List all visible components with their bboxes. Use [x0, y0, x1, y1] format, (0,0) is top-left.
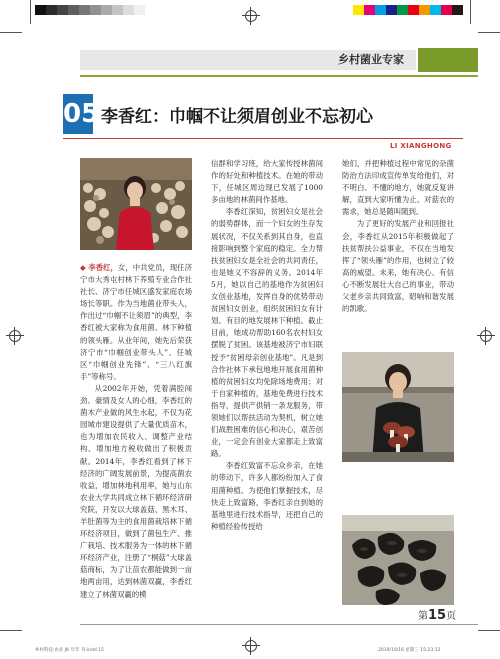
text-column-3 — [342, 158, 454, 315]
registration-mark-top — [245, 10, 257, 22]
body-paragraph: 信群和学习班，给大家传授林菌间作的好处和种植技术。在她的带动下，任城区周边现已发展了1000多亩地的林菌间作基地。 — [211, 159, 323, 205]
registration-mark-right — [480, 330, 492, 342]
cmyk-color-bar — [353, 5, 463, 15]
crop-mark — [0, 630, 22, 631]
body-paragraph: 李香红致富不忘众乡亲，在她的带动下，许多人都纷纷加入了食用菌种植。为使他们掌握技术，尽快走上致富路，李香红亲自到她的基地里进行技术指导，还把自己的种植经验传授给 — [211, 461, 323, 531]
registration-mark-left — [9, 330, 21, 342]
crop-mark — [470, 0, 471, 24]
registration-mark-bottom — [245, 640, 257, 652]
intro-text: 女，中共党员，现任济宁市大秀屯村林下养殖专业合作社社长、济宁市任城区盛发家庭农场场长等职。作为当地菌业带头人，作出过“巾帼不让须眉”的典型，李香红被大家称为食用菌、林下种植的领头雁。从业年间，她先后荣获济宁市“巾帼创业带头人”、任城区“巾帼创业先锋”、“三八红旗手”等称号。 — [80, 263, 192, 381]
page-prefix: 第 — [418, 611, 428, 622]
text-column-2 — [211, 158, 323, 533]
intro-name-highlight: ◆ 李香红， — [80, 263, 118, 272]
print-timestamp: 2019/10/16 星期三 15:23:12 — [378, 648, 441, 653]
author-name: LI XIANGHONG — [390, 142, 452, 150]
photo-black-fungus — [342, 515, 454, 605]
page-number-value: 15 — [428, 608, 447, 623]
header-rule — [80, 75, 478, 77]
article-number: 05 — [63, 94, 93, 134]
photo-mushroom-shed — [80, 158, 192, 250]
crop-mark — [30, 0, 31, 24]
text-column-1 — [80, 262, 192, 601]
intro-paragraph — [80, 262, 192, 383]
body-paragraph: 李香红深知，贫困妇女是社会的弱势群体，而一个妇女的生存发展状况，不仅关系到其自身，也直接影响到整个家庭的稳定。全力帮扶贫困妇女是全社会的共同责任，也是她义不容辞的义务。2014年5月，她以自己的基地作为贫困妇女创业基地，发挥自身的优势带动贫困妇女创业，组织贫困妇女有计划、有目的地发展林下种植。截止目前，她成功帮助160名农村妇女摆脱了贫困。该基地被济宁市妇联授予“贫困母亲创业基地”。凡是到合作社林下承包地地开展食用菌种植的贫困妇女均免除场地费用；对于自家种植的，基地免费进行技术指导，提供产供销一条龙服务，带领她们以帮扶活动为契机，树立她们战胜困难的信心和决心，艰苦创业，一定会有创业大家都走上致富路。 — [211, 207, 323, 459]
grayscale-color-bar — [35, 5, 145, 15]
header-accent-block — [418, 48, 478, 72]
title-underline — [63, 138, 463, 139]
section-title: 乡村菌业专家 — [338, 53, 404, 66]
photo-woman-with-mushrooms — [342, 352, 454, 462]
body-paragraph: 从2002年开始，凭着满腔闯劲、豪情及女人的心细，李香红的菌木产业做的风生水起，不仅为花园城市建设提供了大量优质苗木，也为增加农民收入、调整产业结构、增加地方税收做出了积极贡献。2014年，李香红看到了林下经济的广阔发展前景，为提高菌农收益，增加林地利用率，她与山东农业大学共同成立林下循环经济研究院，开发以大球盖菇、黑木耳、羊肚菌等为主的食用菌栽培林下循环经济项目，做到了菌包生产、推广栽培、技术服务为一体的林下循环经济产业，注册了“桐菇”大球盖菇商标，为了让苗农都能做到一亩地两亩用，达到林菌双赢，李香红建立了林菌双赢的模 — [80, 383, 192, 599]
body-paragraph: 为了更好的发展产业和回报社会，李香红从2015年积极做起了扶贫帮扶公益事业，不仅在当地发挥了“领头雁”的作用，也树立了较高的威望。未来，她有决心、有信心不断发展壮大自己的事业，带动父老乡亲共同致富，昭响和谐发展的凯歌。 — [342, 219, 454, 314]
article-title: 李香红：巾帼不让须眉创业不忘初心 — [101, 107, 373, 127]
page-suffix: 页 — [446, 611, 457, 622]
footer-rule — [80, 624, 478, 625]
print-file-info: 乡村科技·农业 JK 年年 刊·indd 15 — [35, 648, 104, 653]
crop-mark — [478, 32, 500, 33]
page-number — [418, 607, 456, 623]
crop-mark — [478, 630, 500, 631]
body-paragraph: 她们，并把种植过程中常见的杂菌防治方法印成宣传单发给他们，对不明白、不懂的地方，她就反复讲解，直到大家听懂为止。对菇农的需求，她总是随叫随到。 — [342, 159, 454, 217]
crop-mark — [0, 32, 22, 33]
